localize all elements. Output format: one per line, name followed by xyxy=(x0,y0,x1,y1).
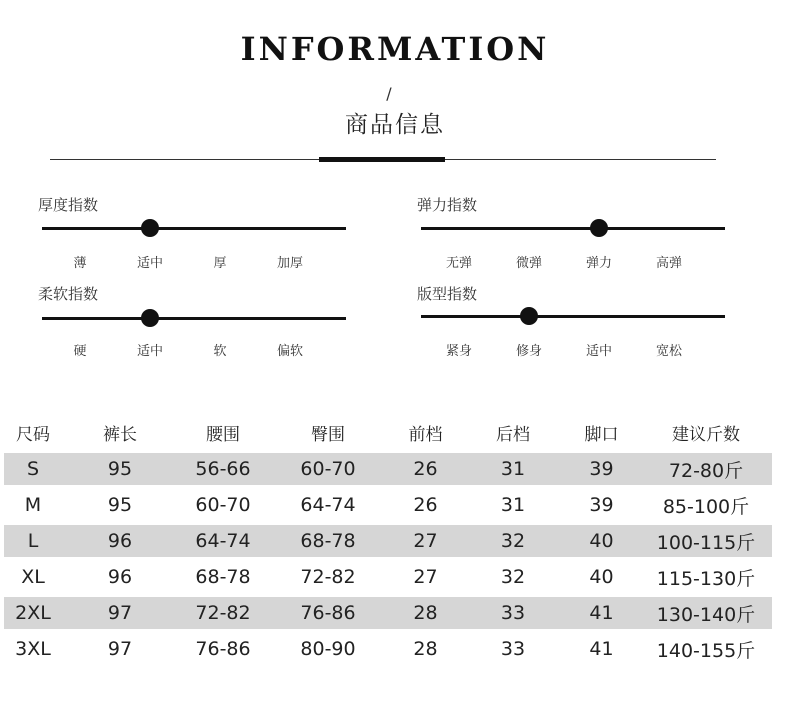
scale-label: 柔软指数 xyxy=(38,285,99,303)
table-cell: 64-74 xyxy=(268,487,388,523)
table-row xyxy=(4,523,772,559)
header-hip: 臀围 xyxy=(268,418,388,451)
table-cell: 130-140斤 xyxy=(640,595,772,631)
table-cell: 97 xyxy=(62,595,178,631)
table-cell: 64-74 xyxy=(178,523,268,559)
table-cell: 72-80斤 xyxy=(640,451,772,487)
scale-track xyxy=(42,227,346,230)
table-cell: 26 xyxy=(388,487,463,523)
table-cell: 96 xyxy=(62,559,178,595)
table-header-row xyxy=(4,418,772,451)
table-row xyxy=(4,559,772,595)
table-cell: 2XL xyxy=(4,595,62,631)
table-cell: 27 xyxy=(388,559,463,595)
softness-scale xyxy=(38,283,348,358)
scale-knob xyxy=(141,309,159,327)
table-row xyxy=(4,487,772,523)
scale-label: 弹力指数 xyxy=(417,196,478,214)
table-cell: XL xyxy=(4,559,62,595)
table-cell: 96 xyxy=(62,523,178,559)
table-cell: 85-100斤 xyxy=(640,487,772,523)
table-cell: 27 xyxy=(388,523,463,559)
scale-option: 硬 xyxy=(73,344,87,359)
table-cell: 60-70 xyxy=(178,487,268,523)
table-cell: 95 xyxy=(62,487,178,523)
table-cell: 115-130斤 xyxy=(640,559,772,595)
table-cell: 32 xyxy=(463,523,563,559)
table-row xyxy=(4,451,772,487)
scale-track xyxy=(42,317,346,320)
table-cell: 140-155斤 xyxy=(640,631,772,667)
header-waist: 腰围 xyxy=(178,418,268,451)
table-cell: 28 xyxy=(388,631,463,667)
title-slash: / xyxy=(386,84,392,103)
table-cell: 76-86 xyxy=(268,595,388,631)
scale-option: 无弹 xyxy=(445,256,473,271)
table-cell: 31 xyxy=(463,451,563,487)
table-cell: 39 xyxy=(563,487,640,523)
scale-knob xyxy=(590,219,608,237)
scale-option: 宽松 xyxy=(655,344,683,359)
table-cell: 26 xyxy=(388,451,463,487)
table-cell: 68-78 xyxy=(268,523,388,559)
table-cell: 33 xyxy=(463,595,563,631)
scale-option: 紧身 xyxy=(445,344,473,359)
table-cell: 39 xyxy=(563,451,640,487)
size-table xyxy=(4,418,772,669)
page-subtitle: 商品信息 xyxy=(345,112,445,138)
table-cell: 76-86 xyxy=(178,631,268,667)
table-cell: 60-70 xyxy=(268,451,388,487)
scale-knob xyxy=(141,219,159,237)
scale-option: 软 xyxy=(213,344,227,359)
table-cell: 56-66 xyxy=(178,451,268,487)
scale-option: 加厚 xyxy=(276,256,304,271)
scale-track xyxy=(421,227,725,230)
scale-option: 薄 xyxy=(73,256,87,271)
scale-option: 适中 xyxy=(136,256,164,271)
scale-knob xyxy=(520,307,538,325)
table-row xyxy=(4,631,772,667)
scale-option: 适中 xyxy=(136,344,164,359)
table-cell: L xyxy=(4,523,62,559)
scale-track xyxy=(421,315,725,318)
scale-option: 弹力 xyxy=(585,256,613,271)
table-cell: 3XL xyxy=(4,631,62,667)
header-leg-opening: 脚口 xyxy=(563,418,640,451)
header-recommended-weight: 建议斤数 xyxy=(640,418,772,451)
scale-option: 高弹 xyxy=(655,256,683,271)
table-cell: 97 xyxy=(62,631,178,667)
table-cell: 40 xyxy=(563,559,640,595)
fit-scale xyxy=(417,283,727,358)
table-cell: 33 xyxy=(463,631,563,667)
header-front-rise: 前档 xyxy=(388,418,463,451)
table-cell: 100-115斤 xyxy=(640,523,772,559)
scale-option: 修身 xyxy=(515,344,543,359)
scale-label: 版型指数 xyxy=(417,285,478,303)
table-cell: 40 xyxy=(563,523,640,559)
table-cell: 68-78 xyxy=(178,559,268,595)
table-cell: 72-82 xyxy=(178,595,268,631)
header-length: 裤长 xyxy=(62,418,178,451)
table-cell: 41 xyxy=(563,595,640,631)
table-cell: 80-90 xyxy=(268,631,388,667)
table-cell: M xyxy=(4,487,62,523)
header-divider-accent xyxy=(319,157,445,162)
table-cell: 31 xyxy=(463,487,563,523)
scale-option: 微弹 xyxy=(515,256,543,271)
table-cell: 95 xyxy=(62,451,178,487)
thickness-scale xyxy=(38,194,348,269)
table-cell: 28 xyxy=(388,595,463,631)
table-row xyxy=(4,595,772,631)
header-size: 尺码 xyxy=(4,418,62,451)
table-cell: 41 xyxy=(563,631,640,667)
table-cell: 32 xyxy=(463,559,563,595)
elasticity-scale xyxy=(417,194,727,269)
table-cell: S xyxy=(4,451,62,487)
page-title: INFORMATION xyxy=(240,30,550,68)
scale-label: 厚度指数 xyxy=(38,196,99,214)
scale-option: 适中 xyxy=(585,344,613,359)
table-cell: 72-82 xyxy=(268,559,388,595)
scale-option: 厚 xyxy=(213,256,227,271)
scale-option: 偏软 xyxy=(276,344,304,359)
header-back-rise: 后档 xyxy=(463,418,563,451)
